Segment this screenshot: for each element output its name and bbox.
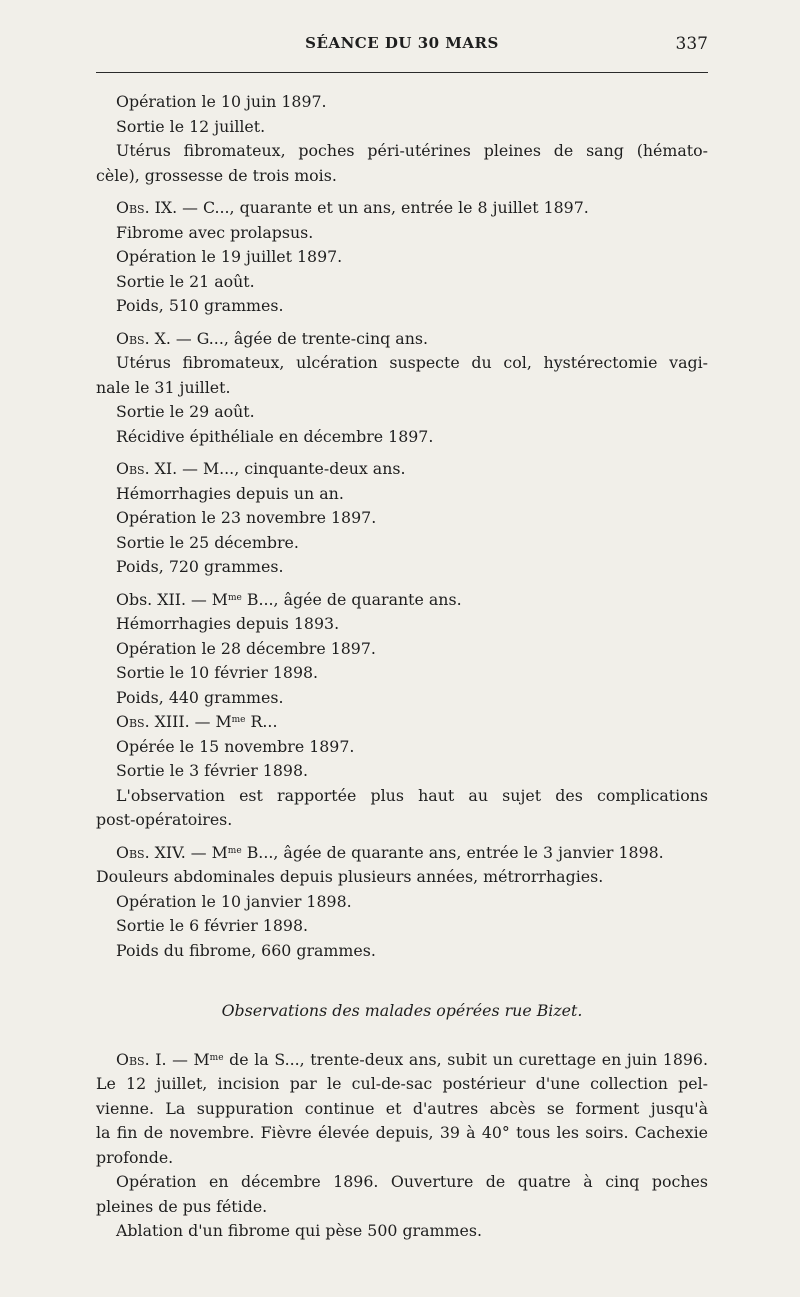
bizet-obs1-line5: profonde. bbox=[96, 1147, 174, 1167]
obs-label: Obs. XIII. bbox=[116, 712, 190, 731]
obs-dash: — M bbox=[189, 712, 232, 731]
obs9-sortie: Sortie le 21 août. bbox=[116, 271, 255, 291]
obs12-hemorrhagies: Hémorrhagies depuis 1893. bbox=[116, 614, 340, 633]
obs12-intro bbox=[96, 588, 708, 613]
obs8-operation: Opération le 10 juin 1897. bbox=[116, 92, 327, 111]
obs-dash: — M bbox=[166, 1049, 210, 1069]
body-text bbox=[96, 90, 708, 1244]
obs-label: Obs. X. bbox=[116, 328, 171, 348]
obs12-operation: Opération le 28 décembre 1897. bbox=[116, 638, 376, 658]
obs-label: Obs. XIV. bbox=[116, 842, 186, 862]
obs-label: Obs. IX. bbox=[116, 198, 178, 217]
obs-label: Obs. I. bbox=[116, 1049, 167, 1069]
obs-superscript: me bbox=[227, 592, 242, 603]
bizet-obs1-line2: Le 12 juillet, incision par le cul-de-sac postérieur d'une collection pel- bbox=[96, 1074, 708, 1093]
obs13-desc-line2: post-opératoires. bbox=[96, 810, 233, 829]
obs9-poids: Poids, 510 grammes. bbox=[116, 296, 284, 315]
bizet-obs1-line3: vienne. La suppuration continue et d'autres abcès se forment jusqu'à bbox=[96, 1098, 708, 1118]
obs12-poids: Poids, 440 grammes. bbox=[116, 687, 284, 707]
obs10-recidive: Récidive épithéliale en décembre 1897. bbox=[116, 426, 434, 446]
obs-superscript: me bbox=[209, 1052, 224, 1063]
page-header bbox=[96, 34, 708, 60]
obs-intro-text: — C..., quarante et un ans, entrée le 8 juillet 1897. bbox=[177, 198, 589, 217]
obs-intro-text: de la S..., trente-deux ans, subit un curettage en juin 1896. bbox=[223, 1049, 708, 1069]
obs-intro-text: R... bbox=[245, 712, 278, 731]
obs14-sortie: Sortie le 6 février 1898. bbox=[116, 916, 309, 935]
obs-intro-text: — G..., âgée de trente-cinq ans. bbox=[170, 328, 429, 348]
obs8-desc-line1: Utérus fibromateux, poches péri-utérines pleines de sang (hémato- bbox=[116, 141, 708, 160]
obs11-intro bbox=[96, 457, 708, 482]
obs-intro-text: — M..., cinquante-deux ans. bbox=[177, 459, 406, 478]
obs11-poids: Poids, 720 grammes. bbox=[116, 557, 284, 576]
obs8-desc-line2: cèle), grossesse de trois mois. bbox=[96, 165, 337, 185]
section-heading: Observations des malades opérées rue Bizet. bbox=[221, 1001, 583, 1020]
obs12-sortie: Sortie le 10 février 1898. bbox=[116, 663, 319, 682]
bizet-obs1-operation-line2: pleines de pus fétide. bbox=[96, 1196, 268, 1216]
obs10-desc-line2: nale le 31 juillet. bbox=[96, 377, 231, 397]
bizet-obs1-ablation: Ablation d'un fibrome qui pèse 500 grammes. bbox=[116, 1221, 482, 1240]
obs-label: Obs. XII. bbox=[116, 589, 186, 609]
obs13-operee: Opérée le 15 novembre 1897. bbox=[116, 736, 355, 756]
bizet-obs1-line4: la fin de novembre. Fièvre élevée depuis, 39 à 40° tous les soirs. Cachexie bbox=[96, 1123, 708, 1142]
obs9-operation: Opération le 19 juillet 1897. bbox=[116, 247, 343, 266]
obs11-sortie: Sortie le 25 décembre. bbox=[116, 532, 299, 552]
bizet-obs1-line1 bbox=[96, 1048, 708, 1073]
obs8-sortie: Sortie le 12 juillet. bbox=[116, 116, 266, 136]
obs13-sortie: Sortie le 3 février 1898. bbox=[116, 761, 309, 780]
obs14-operation: Opération le 10 janvier 1898. bbox=[116, 891, 352, 911]
obs14-intro bbox=[96, 841, 708, 866]
page-number: 337 bbox=[675, 34, 708, 54]
obs-label: Obs. XI. bbox=[116, 459, 178, 478]
obs-intro-text: B..., âgée de quarante ans, entrée le 3 janvier 1898. bbox=[241, 842, 664, 862]
obs11-hemorrhagies: Hémorrhagies depuis un an. bbox=[116, 483, 344, 503]
obs14-douleurs: Douleurs abdominales depuis plusieurs années, métrorrhagies. bbox=[96, 867, 604, 886]
bizet-obs1-operation-line1: Opération en décembre 1896. Ouverture de quatre à cinq poches bbox=[116, 1172, 708, 1191]
obs14-poids: Poids du fibrome, 660 grammes. bbox=[116, 940, 376, 960]
obs10-intro bbox=[96, 327, 708, 352]
obs9-diagnosis: Fibrome avec prolapsus. bbox=[116, 222, 314, 242]
header-rule bbox=[96, 72, 708, 73]
obs-superscript: me bbox=[227, 845, 242, 856]
obs11-operation: Opération le 23 novembre 1897. bbox=[116, 508, 377, 527]
running-title: SÉANCE DU 30 MARS bbox=[305, 34, 499, 52]
obs10-desc-line1: Utérus fibromateux, ulcération suspecte du col, hystérectomie vagi- bbox=[116, 353, 708, 372]
obs13-desc-line1: L'observation est rapportée plus haut au sujet des complications bbox=[116, 785, 708, 805]
obs-intro-text: B..., âgée de quarante ans. bbox=[241, 589, 462, 609]
obs13-intro bbox=[96, 710, 708, 735]
obs-dash: — M bbox=[185, 589, 228, 609]
obs10-sortie: Sortie le 29 août. bbox=[116, 402, 255, 421]
obs-superscript: me bbox=[231, 715, 246, 725]
obs9-intro bbox=[96, 196, 708, 221]
obs-dash: — M bbox=[185, 842, 228, 862]
